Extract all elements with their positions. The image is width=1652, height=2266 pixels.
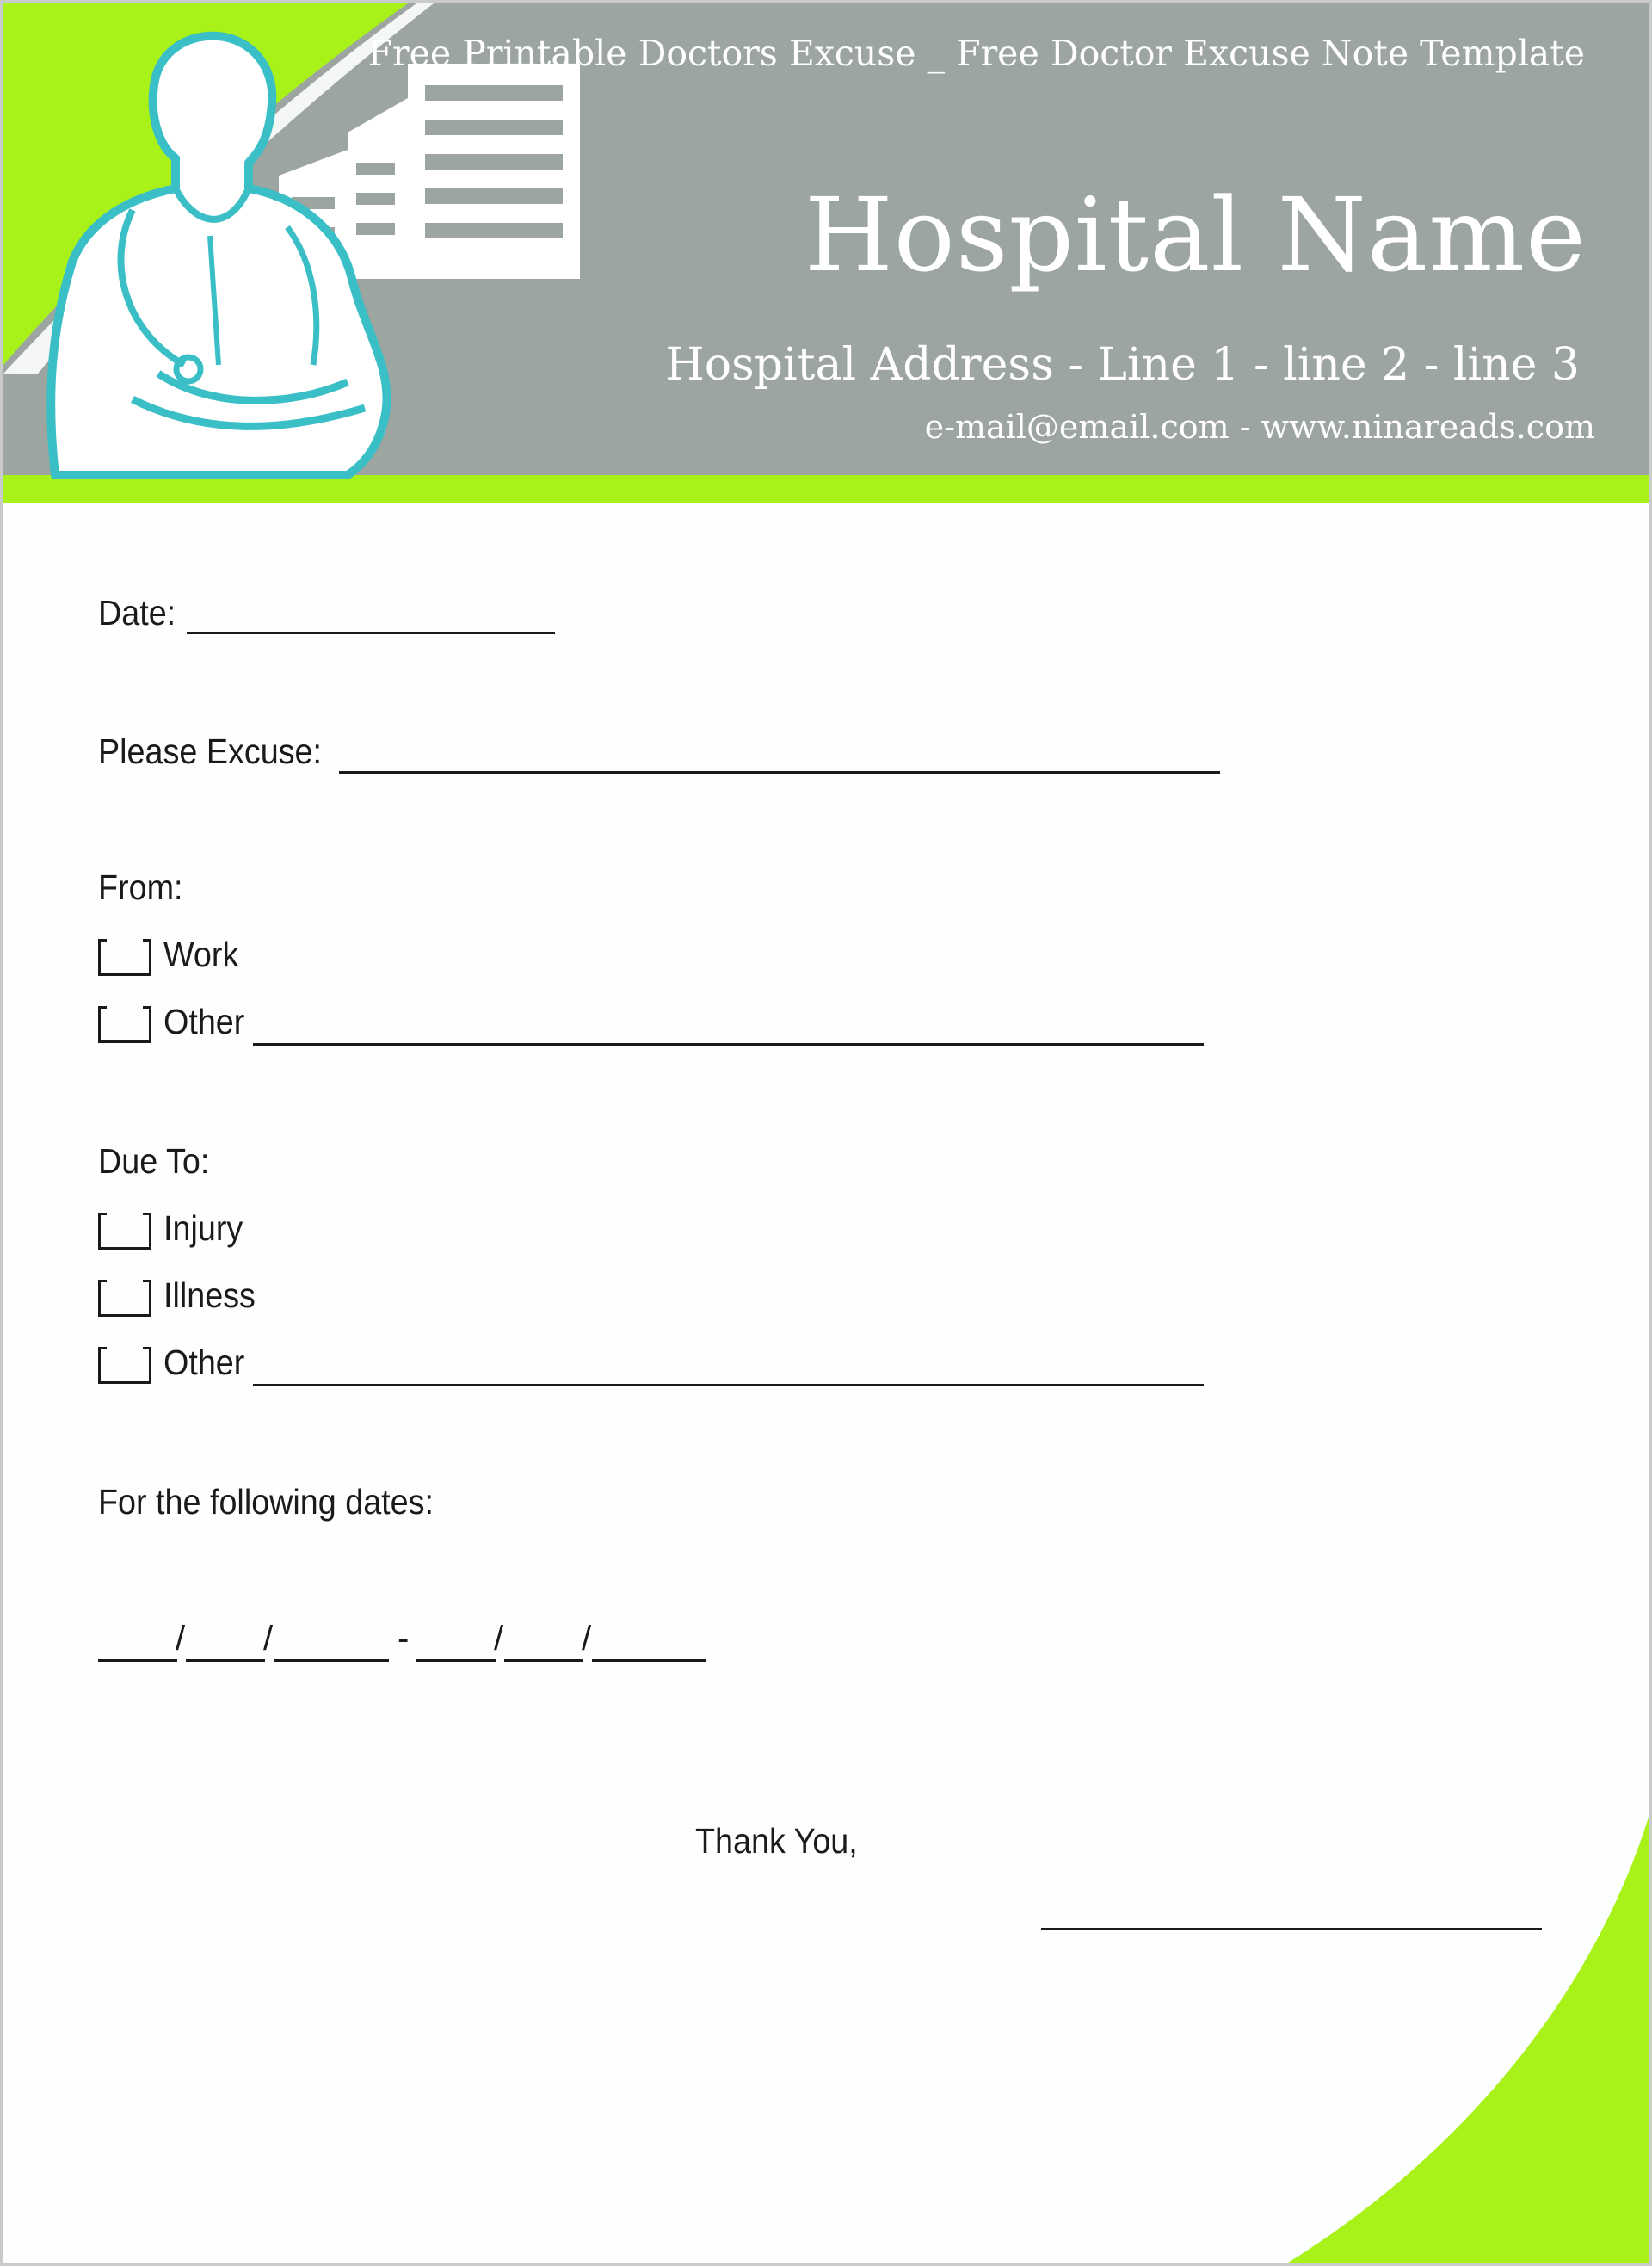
signature-line[interactable]	[1041, 1928, 1542, 1930]
range-separator: -	[398, 1620, 410, 1658]
date-field[interactable]	[187, 632, 555, 634]
date-separator: /	[263, 1620, 274, 1658]
date-separator: /	[494, 1620, 504, 1658]
please-excuse-label: Please Excuse:	[98, 732, 323, 771]
due-to-other-field[interactable]	[253, 1384, 1204, 1386]
due-to-label: Due To:	[98, 1141, 210, 1181]
due-to-illness-label: Illness	[163, 1275, 256, 1315]
due-to-injury-label: Injury	[163, 1208, 243, 1248]
patient-name-field[interactable]	[339, 771, 1220, 774]
from-label: From:	[98, 868, 183, 907]
letterhead-header	[3, 3, 1652, 503]
due-to-injury-checkbox[interactable]	[98, 1215, 151, 1250]
document-title: Free Printable Doctors Excuse _ Free Doctor Excuse Note Template	[367, 33, 1585, 74]
end-month-field[interactable]	[416, 1659, 496, 1662]
thank-you-text: Thank You,	[695, 1821, 858, 1861]
date-separator: /	[176, 1620, 186, 1658]
due-to-other-checkbox[interactable]	[98, 1349, 151, 1384]
due-to-other-label: Other	[163, 1343, 245, 1382]
date-label: Date:	[98, 593, 176, 633]
date-separator: /	[582, 1620, 592, 1658]
following-dates-label: For the following dates:	[98, 1482, 434, 1522]
from-other-field[interactable]	[253, 1043, 1204, 1046]
start-day-field[interactable]	[186, 1659, 265, 1662]
from-other-label: Other	[163, 1002, 245, 1041]
end-year-field[interactable]	[592, 1659, 706, 1662]
from-other-checkbox[interactable]	[98, 1009, 151, 1043]
from-work-label: Work	[163, 935, 239, 974]
hospital-address: Hospital Address - Line 1 - line 2 - line 3	[665, 339, 1580, 391]
start-month-field[interactable]	[98, 1659, 177, 1662]
start-year-field[interactable]	[274, 1659, 389, 1662]
hospital-name: Hospital Name	[804, 176, 1587, 294]
from-work-checkbox[interactable]	[98, 942, 151, 976]
end-day-field[interactable]	[504, 1659, 583, 1662]
due-to-illness-checkbox[interactable]	[98, 1282, 151, 1317]
hospital-contact: e-mail@email.com - www.ninareads.com	[924, 408, 1595, 446]
